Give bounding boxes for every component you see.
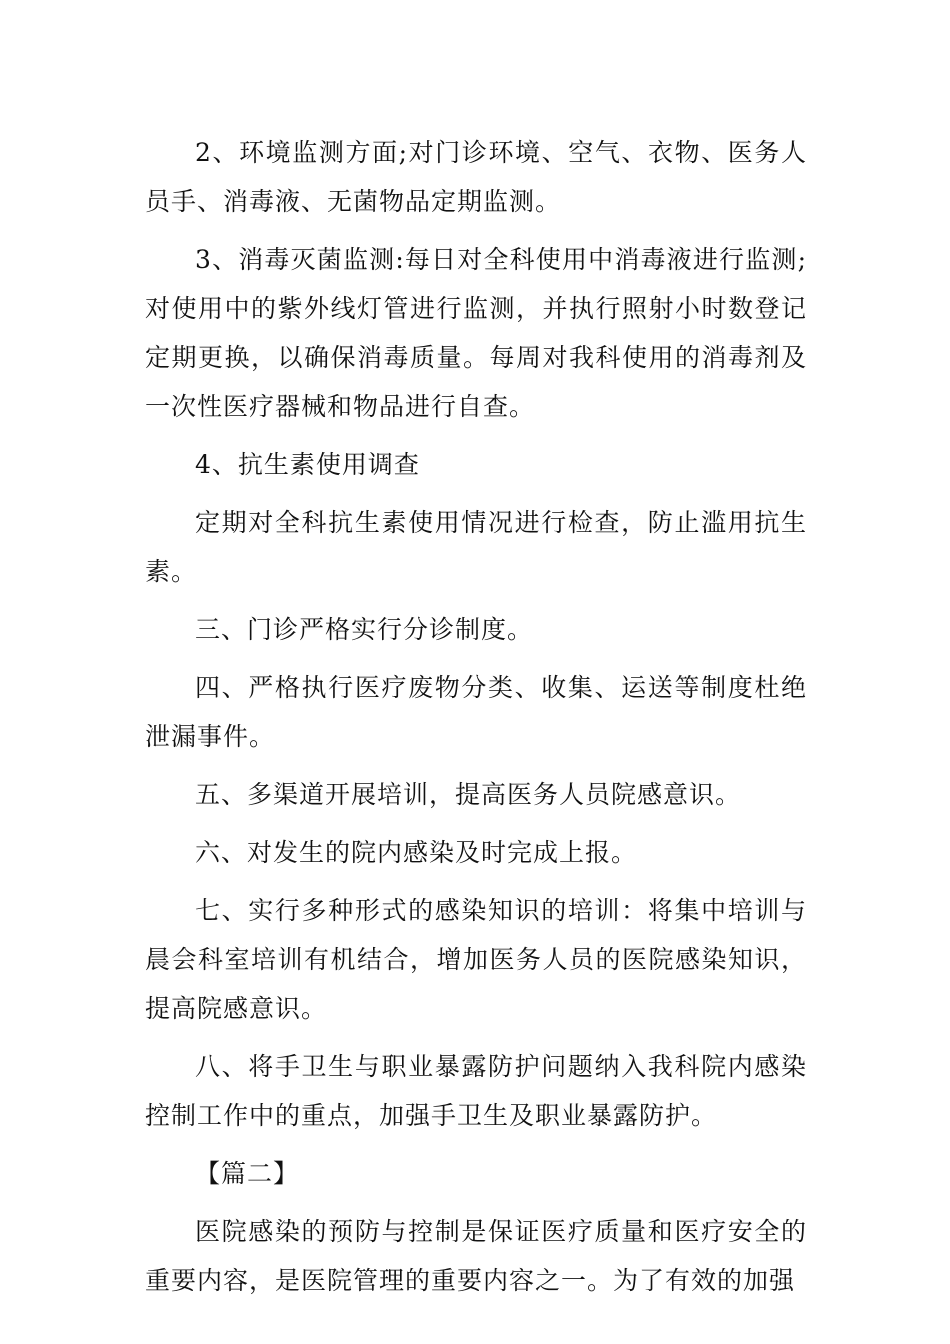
paragraph-infection-control-intro: 医院感染的预防与控制是保证医疗质量和医疗安全的重要内容，是医院管理的重要内容之一。为了有效的加强 [145,1217,807,1295]
paragraph-disinfection-monitoring: 3、消毒灭菌监测:每日对全科使用中消毒液进行监测;对使用中的紫外线灯管进行监测，并执行照射小时数登记定期更换，以确保消毒质量。每周对我科使用的消毒剂及一次性医疗器械和物品进行自查。 [145,245,807,421]
paragraph-reporting: 六、对发生的院内感染及时完成上报。 [195,838,638,867]
document-body [145,128,807,1314]
paragraph-antibiotic-heading: 4、抗生素使用调查 [195,450,420,479]
paragraph-antibiotic-check: 定期对全科抗生素使用情况进行检查，防止滥用抗生素。 [145,508,807,586]
paragraph-env-monitoring: 2、环境监测方面;对门诊环境、空气、衣物、医务人员手、消毒液、无菌物品定期监测。 [145,138,807,216]
paragraph-medical-waste: 四、严格执行医疗废物分类、收集、运送等制度杜绝泄漏事件。 [145,673,807,751]
section-heading-part-two: 【篇二】 [195,1159,300,1188]
paragraph-training: 五、多渠道开展培训，提高医务人员院感意识。 [195,780,742,809]
paragraph-hand-hygiene: 八、将手卫生与职业暴露防护问题纳入我科院内感染控制工作中的重点，加强手卫生及职业暴露防护。 [145,1052,807,1130]
paragraph-triage: 三、门诊严格实行分诊制度。 [195,615,534,644]
paragraph-knowledge-training: 七、实行多种形式的感染知识的培训：将集中培训与晨会科室培训有机结合，增加医务人员的医院感染知识，提高院感意识。 [145,896,807,1023]
